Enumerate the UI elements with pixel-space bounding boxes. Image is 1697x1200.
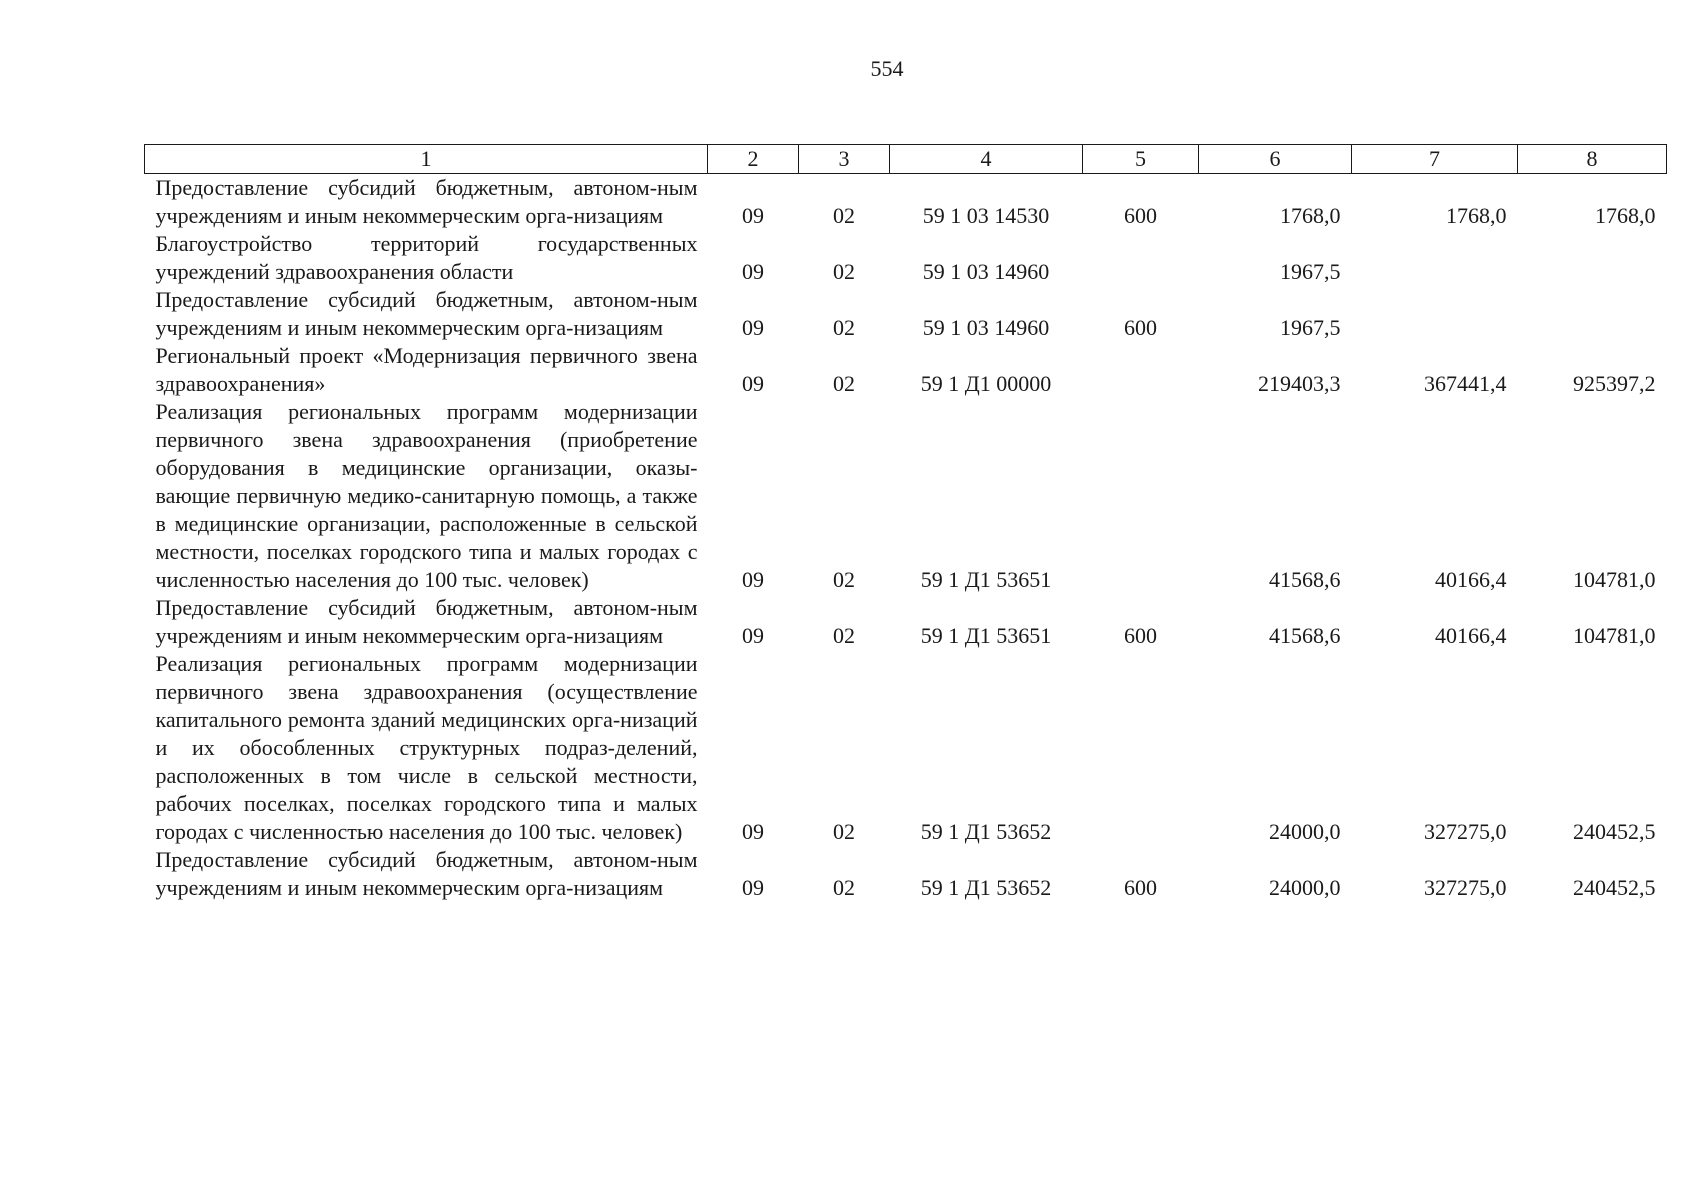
row-value-2 [1352,230,1518,286]
row-name: Предоставление субсидий бюджетным, автоном-ным учреждениям и иным некоммерческим орга-низациям [155,595,698,648]
row-section: 09 [742,371,764,396]
header-row [145,145,1667,174]
row-code: 59 1 Д1 53651 [920,567,1052,592]
row-value-3: 1768,0 [1595,203,1656,228]
column-header-6: 6 [1199,145,1352,174]
row-code: 59 1 03 14960 [922,259,1050,284]
row-code: 59 1 03 14960 [922,315,1050,340]
row-value-2 [1352,286,1518,342]
row-value-2: 327275,0 [1424,875,1507,900]
row-name: Предоставление субсидий бюджетным, автоном-ным учреждениям и иным некоммерческим орга-низациям [155,847,698,900]
table-row [145,230,1667,286]
row-section: 09 [742,567,764,592]
page-number: 554 [870,56,904,81]
table-row [145,174,1667,231]
row-value-1: 1967,5 [1280,259,1341,284]
table-row [145,286,1667,342]
row-value-1: 24000,0 [1269,819,1341,844]
row-code: 59 1 Д1 53652 [920,875,1052,900]
row-name: Предоставление субсидий бюджетным, автоном-ным учреждениям и иным некоммерческим орга-низациям [155,287,698,340]
row-value-2: 327275,0 [1424,819,1507,844]
row-value-1: 41568,6 [1269,623,1341,648]
table-row [145,594,1667,650]
row-value-1: 1967,5 [1280,315,1341,340]
column-header-8: 8 [1518,145,1667,174]
row-value-2: 367441,4 [1424,371,1507,396]
column-header-7: 7 [1352,145,1518,174]
row-value-2: 1768,0 [1446,203,1507,228]
row-value-3: 104781,0 [1573,567,1656,592]
table-row [145,342,1667,398]
column-header-1: 1 [145,145,708,174]
row-type [1083,342,1199,398]
table-row [145,650,1667,846]
row-type: 600 [1124,315,1157,340]
row-section: 09 [742,259,764,284]
row-section: 09 [742,819,764,844]
row-subsection: 02 [833,315,855,340]
column-header-4: 4 [890,145,1083,174]
row-section: 09 [742,203,764,228]
row-code: 59 1 Д1 00000 [920,371,1052,396]
table-body [145,174,1667,903]
row-value-1: 219403,3 [1258,371,1341,396]
row-value-3: 925397,2 [1573,371,1656,396]
row-code: 59 1 Д1 53651 [920,623,1052,648]
row-name: Предоставление субсидий бюджетным, автоном-ным учреждениям и иным некоммерческим орга-низациям [155,175,698,228]
column-header-3: 3 [799,145,890,174]
row-type [1083,230,1199,286]
table-header [145,145,1667,174]
row-type: 600 [1124,203,1157,228]
row-type [1083,650,1199,846]
table-row [145,846,1667,902]
row-value-3 [1518,230,1667,286]
row-type: 600 [1124,875,1157,900]
row-code: 59 1 Д1 53652 [920,819,1052,844]
row-name: Региональный проект «Модернизация первичного звена здравоохранения» [155,343,698,396]
row-subsection: 02 [833,203,855,228]
row-subsection: 02 [833,819,855,844]
row-type [1083,398,1199,594]
row-value-1: 24000,0 [1269,875,1341,900]
row-name: Реализация региональных программ модернизации первичного звена здравоохранения (приобретение оборудования в медицинские организации, оказы-вающие первичную медико-санитарную помощь, а также в медицинские организации, расположенные в сельской местности, поселках городского типа и малых городах с численностью населения до 100 тыс. человек) [155,399,698,592]
row-name: Благоустройство территорий государственных учреждений здравоохранения области [155,231,698,284]
row-section: 09 [742,875,764,900]
table-row [145,398,1667,594]
row-value-1: 41568,6 [1269,567,1341,592]
row-subsection: 02 [833,875,855,900]
row-subsection: 02 [833,623,855,648]
row-section: 09 [742,315,764,340]
row-subsection: 02 [833,371,855,396]
row-subsection: 02 [833,259,855,284]
row-section: 09 [742,623,764,648]
row-subsection: 02 [833,567,855,592]
row-value-3: 240452,5 [1573,875,1656,900]
row-name: Реализация региональных программ модернизации первичного звена здравоохранения (осуществление капитального ремонта зданий медицинских орга-низаций и их обособленных структурных подраз-делений, расположенных в том числе в сельской местности, рабочих поселках, поселках городского типа и малых городах с численностью населения до 100 тыс. человек) [155,651,698,844]
row-type: 600 [1124,623,1157,648]
row-code: 59 1 03 14530 [922,203,1050,228]
row-value-2: 40166,4 [1435,623,1507,648]
row-value-1: 1768,0 [1280,203,1341,228]
row-value-3: 240452,5 [1573,819,1656,844]
row-value-3 [1518,286,1667,342]
budget-table [144,144,1667,902]
column-header-5: 5 [1083,145,1199,174]
column-header-2: 2 [708,145,799,174]
row-value-3: 104781,0 [1573,623,1656,648]
row-value-2: 40166,4 [1435,567,1507,592]
